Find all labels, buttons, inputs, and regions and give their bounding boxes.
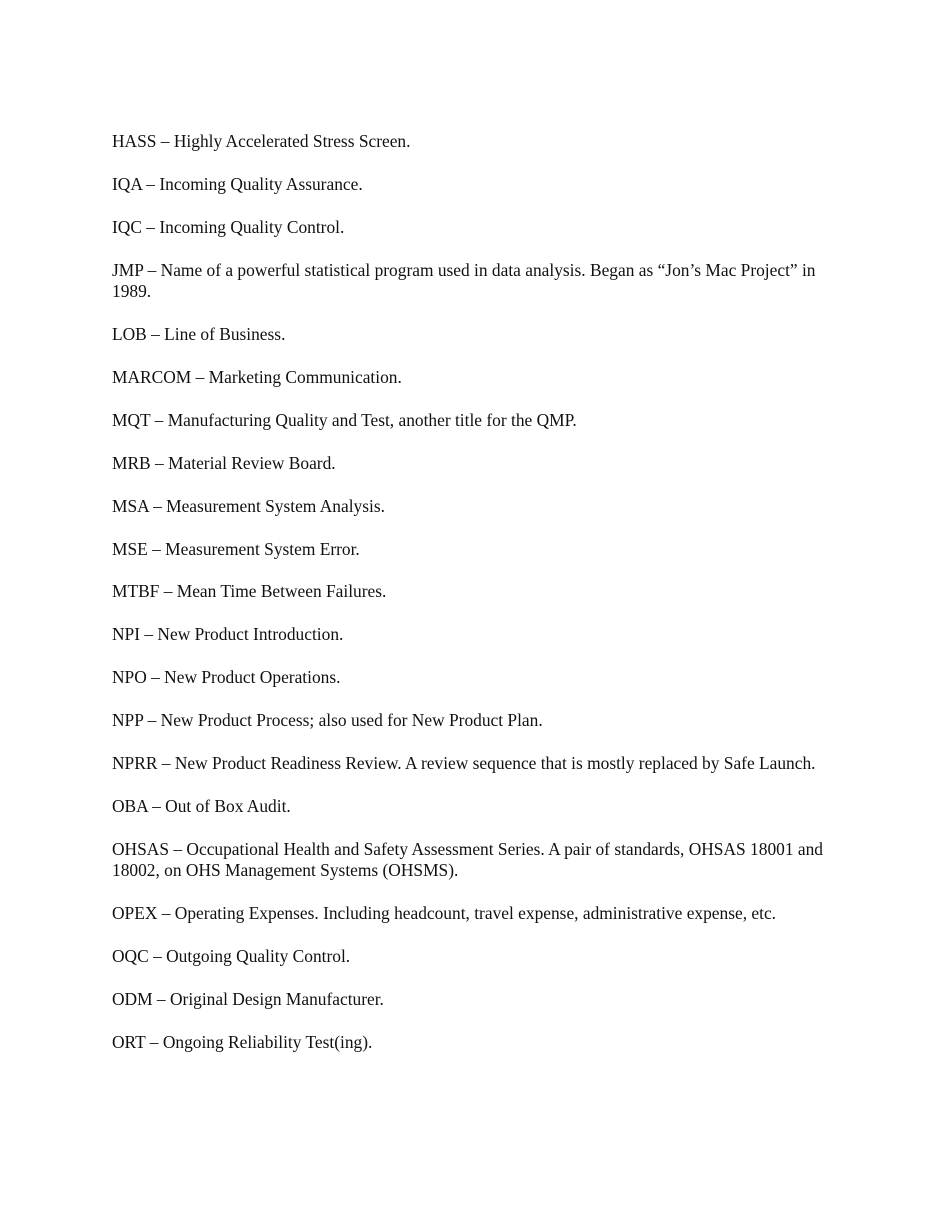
glossary-entry-mrb: MRB – Material Review Board. [112,452,336,473]
glossary-entry-jmp: JMP – Name of a powerful statistical program used in data analysis. Began as “Jon’s Mac Project” in 1989. [112,259,816,302]
glossary-entry-npo: NPO – New Product Operations. [112,667,341,688]
glossary-entry-npi: NPI – New Product Introduction. [112,624,344,645]
glossary-entry-mqt: MQT – Manufacturing Quality and Test, another title for the QMP. [112,409,577,430]
glossary-entry-iqa: IQA – Incoming Quality Assurance. [112,173,363,194]
glossary-entry-msa: MSA – Measurement System Analysis. [112,495,385,516]
glossary-entry-hass: HASS – Highly Accelerated Stress Screen. [112,131,411,151]
glossary-entry-lob: LOB – Line of Business. [112,324,286,345]
glossary-entry-npp: NPP – New Product Process; also used for New Product Plan. [112,710,543,731]
glossary-list [112,131,842,1075]
glossary-entry-ort: ORT – Ongoing Reliability Test(ing). [112,1031,373,1052]
glossary-entry-mtbf: MTBF – Mean Time Between Failures. [112,581,387,602]
glossary-entry-ohsas: OHSAS – Occupational Health and Safety Assessment Series. A pair of standards, OHSAS 18001 and 18002, on OHS Management Systems (OHSMS). [112,838,823,881]
glossary-entry-marcom: MARCOM – Marketing Communication. [112,366,402,387]
glossary-entry-opex: OPEX – Operating Expenses. Including headcount, travel expense, administrative expense, etc. [112,903,777,924]
glossary-entry-odm: ODM – Original Design Manufacturer. [112,989,384,1010]
glossary-entry-oqc: OQC – Outgoing Quality Control. [112,946,351,967]
glossary-entry-mse: MSE – Measurement System Error. [112,538,360,559]
glossary-entry-nprr: NPRR – New Product Readiness Review. A review sequence that is mostly replaced by Safe Launch. [112,753,816,774]
glossary-entry-oba: OBA – Out of Box Audit. [112,796,291,816]
glossary-entry-iqc: IQC – Incoming Quality Control. [112,216,345,237]
